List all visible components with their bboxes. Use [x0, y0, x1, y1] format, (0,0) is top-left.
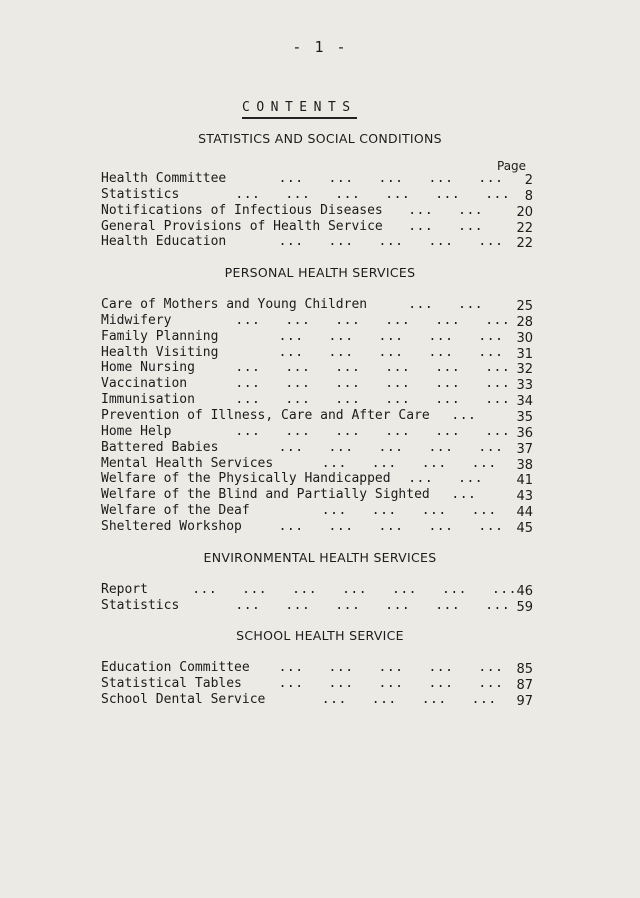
toc-leader-dots: ... ... ... ... ... — [278, 518, 504, 534]
toc-entry-label: Sheltered Workshop — [101, 518, 242, 534]
toc-entry — [101, 676, 533, 692]
toc-entry — [101, 376, 533, 392]
toc-leader-dots: ... — [451, 487, 477, 503]
toc-entry — [101, 503, 533, 519]
toc-leader-dots: ... ... ... ... — [321, 455, 497, 471]
toc-entry — [101, 487, 533, 503]
toc-leader-dots: ... ... — [408, 202, 484, 218]
toc-entry-label: Education Committee — [101, 660, 250, 675]
toc-entry — [101, 219, 533, 235]
toc-entry-label: Welfare of the Physically Handicapped — [101, 471, 391, 487]
toc-entry — [101, 440, 533, 456]
toc-entry-label: Notifications of Infectious Diseases — [101, 202, 383, 218]
toc-entry-label: Statistical Tables — [101, 675, 242, 691]
toc-entry — [101, 297, 533, 313]
toc-entry-page: 20 — [516, 204, 533, 220]
toc-entry-label: Family Planning — [101, 328, 219, 344]
toc-leader-dots: ... — [451, 407, 477, 423]
toc-entry-page: 31 — [516, 346, 533, 362]
page-column-label: Page — [497, 159, 527, 173]
toc-leader-dots: ... ... ... ... ... ... ... — [192, 582, 517, 597]
toc-entry — [101, 345, 533, 361]
toc-entry — [101, 582, 533, 598]
contents-title-text: CONTENTS — [242, 100, 357, 115]
toc-entry — [101, 234, 533, 250]
toc-entry-label: Mental Health Services — [101, 455, 274, 471]
toc-entry-page: 33 — [516, 378, 533, 394]
toc-leader-dots: ... ... ... ... ... ... — [235, 597, 511, 613]
toc-leader-dots: ... ... — [408, 297, 484, 312]
toc-leader-dots: ... ... ... ... ... — [278, 344, 504, 360]
toc-entry-page: 45 — [516, 520, 533, 536]
toc-entry — [101, 456, 533, 472]
toc-leader-dots: ... ... ... ... ... ... — [235, 376, 511, 392]
toc-leader-dots: ... ... ... ... ... — [278, 660, 504, 675]
toc-entry-label: Home Nursing — [101, 360, 195, 376]
toc-entry — [101, 692, 533, 708]
toc-leader-dots: ... ... — [408, 471, 484, 487]
toc-entry-page: 37 — [516, 441, 533, 457]
toc-entry-page: 44 — [516, 505, 533, 521]
toc-entry — [101, 392, 533, 408]
toc-leader-dots: ... ... ... ... ... ... — [235, 186, 511, 202]
toc-leader-dots: ... ... ... ... ... — [278, 328, 504, 344]
toc-leader-dots: ... ... ... ... ... ... — [235, 423, 511, 439]
toc-entry — [101, 660, 533, 676]
toc-entry-page: 41 — [516, 473, 533, 489]
toc-leader-dots: ... ... ... ... ... ... — [235, 360, 511, 376]
toc-entry — [101, 424, 533, 440]
contents-title — [242, 100, 357, 119]
toc-entry-label: Health Visiting — [101, 344, 219, 360]
toc-leader-dots: ... ... ... ... ... — [278, 171, 504, 186]
toc-entry-page: 35 — [516, 409, 533, 425]
section-heading: ENVIRONMENTAL HEALTH SERVICES — [203, 550, 437, 565]
toc-leader-dots: ... ... ... ... — [321, 691, 497, 707]
toc-entry — [101, 360, 533, 376]
toc-entry-label: Home Help — [101, 423, 172, 439]
toc-entry-label: Statistics — [101, 597, 180, 613]
toc-entry-label: Welfare of the Deaf — [101, 503, 250, 519]
toc-leader-dots: ... ... ... ... ... ... — [235, 312, 511, 328]
toc-leader-dots: ... ... ... ... ... — [278, 439, 504, 455]
toc-entry-page: 97 — [516, 693, 533, 709]
toc-entry-label: Report — [101, 582, 148, 597]
toc-entry — [101, 471, 533, 487]
toc-entry — [101, 408, 533, 424]
toc-entry-page: 22 — [516, 220, 533, 236]
toc-entry — [101, 187, 533, 203]
toc-entry-label: Welfare of the Blind and Partially Sighted — [101, 487, 430, 503]
toc-entry-page: 85 — [516, 662, 533, 677]
toc-entry-label: Battered Babies — [101, 439, 219, 455]
toc-entry-label: Health Committee — [101, 171, 227, 186]
toc-entry-label: Health Education — [101, 234, 227, 250]
toc-entry-page: 2 — [524, 173, 533, 188]
toc-entry-page: 36 — [516, 425, 533, 441]
toc-entry-page: 34 — [516, 394, 533, 410]
toc-leader-dots: ... ... ... ... ... — [278, 234, 504, 250]
toc-entry-label: Midwifery — [101, 312, 172, 328]
toc-leader-dots: ... ... ... ... ... — [278, 675, 504, 691]
section-heading: PERSONAL HEALTH SERVICES — [224, 265, 416, 280]
toc-leader-dots: ... ... ... ... ... ... — [235, 392, 511, 408]
toc-entry-label: Statistics — [101, 186, 180, 202]
toc-leader-dots: ... ... — [408, 218, 484, 234]
toc-entry-page: 87 — [516, 677, 533, 693]
toc-entry-page: 28 — [516, 314, 533, 330]
toc-entry-page: 59 — [516, 599, 533, 615]
toc-entry-page: 8 — [524, 188, 533, 204]
toc-entry-page: 30 — [516, 330, 533, 346]
toc-entry — [101, 519, 533, 535]
toc-entry — [101, 598, 533, 614]
toc-entry-label: General Provisions of Health Service — [101, 218, 383, 234]
toc-entry-label: Care of Mothers and Young Children — [101, 297, 368, 312]
toc-entry — [101, 329, 533, 345]
toc-entry — [101, 203, 533, 219]
section-heading: STATISTICS AND SOCIAL CONDITIONS — [198, 131, 442, 146]
toc-entry-page: 25 — [516, 299, 533, 314]
section-heading: SCHOOL HEALTH SERVICE — [236, 628, 404, 643]
toc-entry-label: Prevention of Illness, Care and After Care — [101, 407, 430, 423]
toc-entry — [101, 313, 533, 329]
toc-entry-label: Immunisation — [101, 392, 195, 408]
toc-leader-dots: ... ... ... ... — [321, 503, 497, 519]
toc-entry-page: 32 — [516, 362, 533, 378]
toc-entry-page: 43 — [516, 489, 533, 505]
page-number: - 1 - — [292, 38, 348, 56]
toc-entry-label: School Dental Service — [101, 691, 266, 707]
toc-entry-label: Vaccination — [101, 376, 188, 392]
toc-entry — [101, 171, 533, 187]
toc-entry-page: 38 — [516, 457, 533, 473]
toc-entry-page: 22 — [516, 236, 533, 252]
toc-entry-page: 46 — [516, 584, 533, 599]
